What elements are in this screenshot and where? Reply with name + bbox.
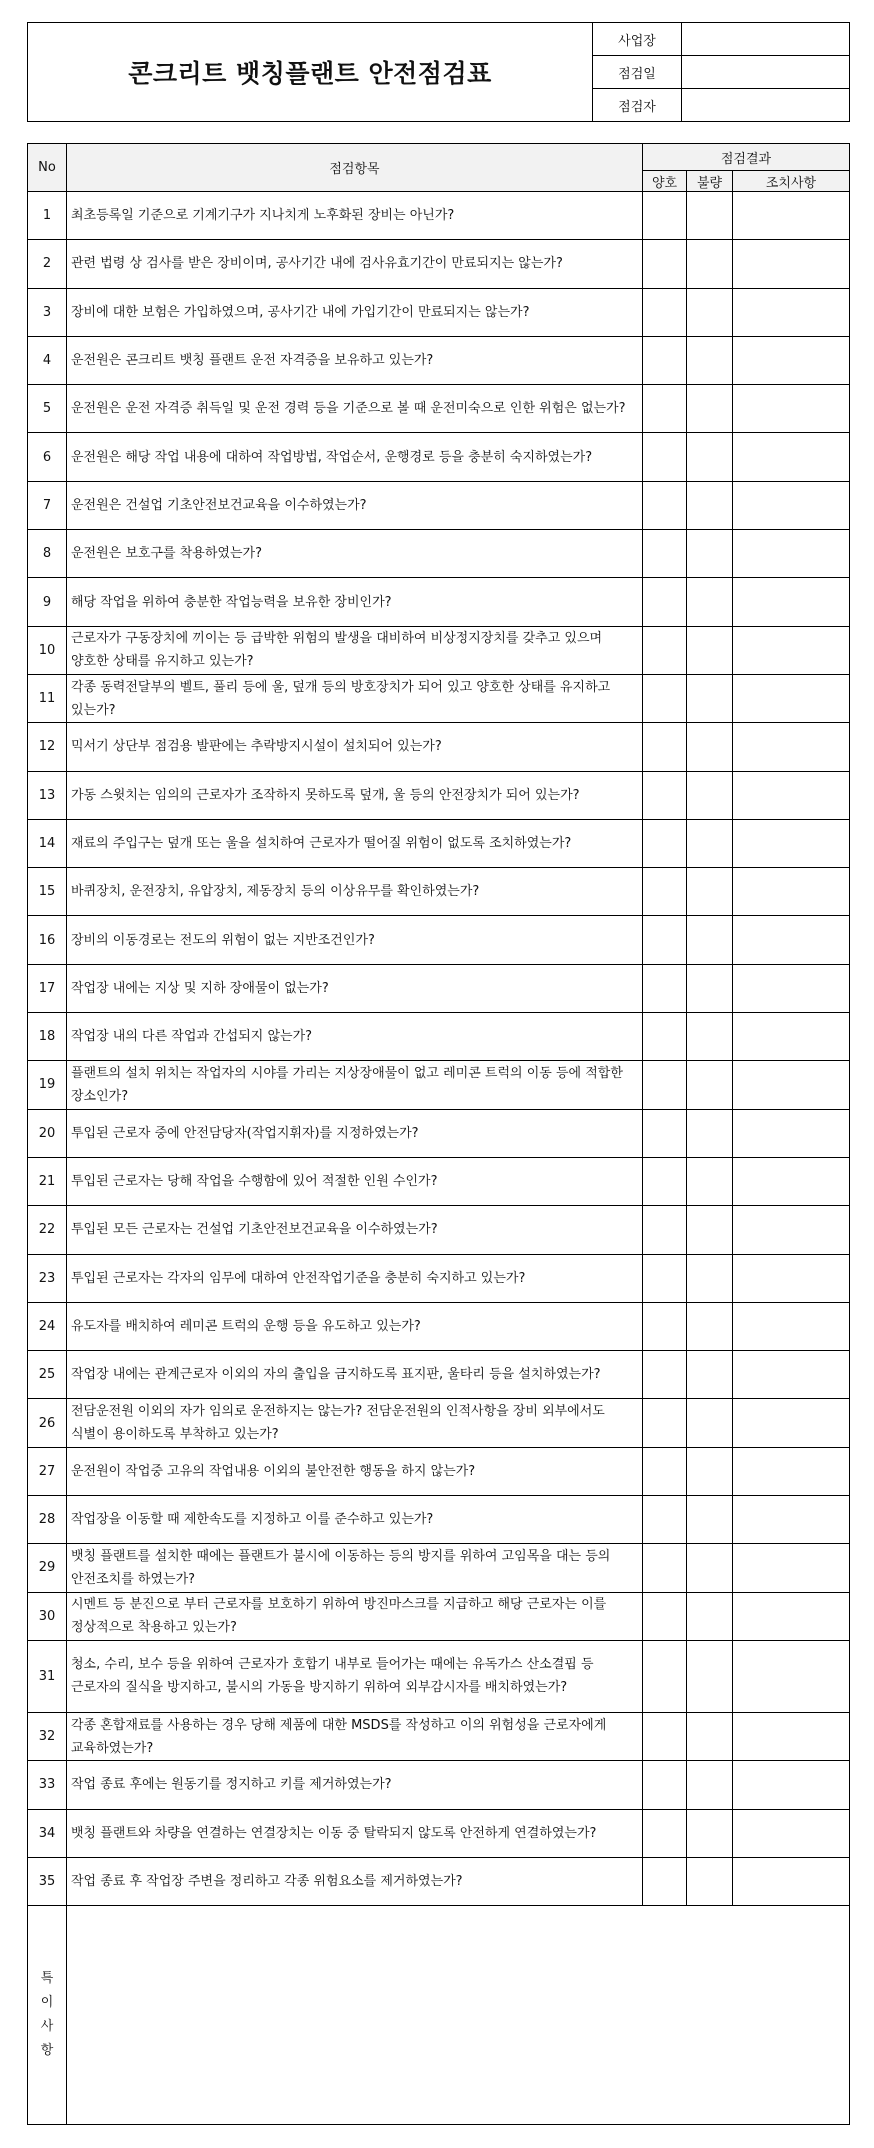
check-item-text: 작업장 내의 다른 작업과 간섭되지 않는가? xyxy=(67,1013,643,1061)
bad-check-cell[interactable] xyxy=(687,1109,733,1157)
row-number: 14 xyxy=(28,819,67,867)
action-note-cell[interactable] xyxy=(733,1399,850,1447)
table-row xyxy=(28,1496,850,1544)
col-header-bad: 불량 xyxy=(687,171,733,192)
good-check-cell[interactable] xyxy=(643,1157,687,1205)
row-number: 34 xyxy=(28,1809,67,1857)
row-number: 6 xyxy=(28,433,67,481)
good-check-cell[interactable] xyxy=(643,336,687,384)
row-number: 13 xyxy=(28,771,67,819)
action-note-cell[interactable] xyxy=(733,1496,850,1544)
action-note-cell[interactable] xyxy=(733,1109,850,1157)
bad-check-cell[interactable] xyxy=(687,674,733,722)
good-check-cell[interactable] xyxy=(643,1254,687,1302)
action-note-cell[interactable] xyxy=(733,1013,850,1061)
row-number: 4 xyxy=(28,336,67,384)
row-number: 9 xyxy=(28,578,67,626)
table-row xyxy=(28,1809,850,1857)
bad-check-cell[interactable] xyxy=(687,288,733,336)
row-number: 25 xyxy=(28,1351,67,1399)
table-row xyxy=(28,336,850,384)
table-row xyxy=(28,771,850,819)
good-check-cell[interactable] xyxy=(643,1712,687,1760)
col-header-no: No xyxy=(28,144,67,192)
row-number: 5 xyxy=(28,385,67,433)
page-title: 콘크리트 뱃칭플랜트 안전점검표 xyxy=(28,23,593,122)
action-note-cell[interactable] xyxy=(733,385,850,433)
check-item-text: 청소, 수리, 보수 등을 위하여 근로자가 호합기 내부로 들어가는 때에는 유독가스 산소결핍 등 근로자의 질식을 방지하고, 불시의 가동을 방지하기 위하여 외부감시자를 배치하였는가? xyxy=(67,1640,643,1712)
good-check-cell[interactable] xyxy=(643,1302,687,1350)
row-number: 35 xyxy=(28,1857,67,1905)
table-row xyxy=(28,1712,850,1760)
row-number: 30 xyxy=(28,1592,67,1640)
row-number: 15 xyxy=(28,868,67,916)
action-note-cell[interactable] xyxy=(733,626,850,674)
col-header-result: 점검결과 xyxy=(643,144,850,171)
remarks-label-char: 이 xyxy=(40,1995,54,2011)
action-note-cell[interactable] xyxy=(733,1761,850,1809)
table-row xyxy=(28,1254,850,1302)
good-check-cell[interactable] xyxy=(643,1399,687,1447)
good-check-cell[interactable] xyxy=(643,723,687,771)
good-check-cell[interactable] xyxy=(643,240,687,288)
row-number: 1 xyxy=(28,192,67,240)
bad-check-cell[interactable] xyxy=(687,1254,733,1302)
good-check-cell[interactable] xyxy=(643,1640,687,1712)
bad-check-cell[interactable] xyxy=(687,1061,733,1109)
bad-check-cell[interactable] xyxy=(687,771,733,819)
workplace-field[interactable] xyxy=(682,23,850,56)
table-row xyxy=(28,240,850,288)
good-check-cell[interactable] xyxy=(643,916,687,964)
check-item-text: 가동 스윗치는 임의의 근로자가 조작하지 못하도록 덮개, 울 등의 안전장치가 되어 있는가? xyxy=(67,771,643,819)
bad-check-cell[interactable] xyxy=(687,1496,733,1544)
header-table xyxy=(27,22,850,122)
action-note-cell[interactable] xyxy=(733,1544,850,1592)
check-item-text: 작업 종료 후에는 원동기를 정지하고 키를 제거하였는가? xyxy=(67,1761,643,1809)
good-check-cell[interactable] xyxy=(643,385,687,433)
row-number: 27 xyxy=(28,1447,67,1495)
inspection-date-field[interactable] xyxy=(682,56,850,89)
table-row xyxy=(28,916,850,964)
row-number: 8 xyxy=(28,530,67,578)
bad-check-cell[interactable] xyxy=(687,1712,733,1760)
good-check-cell[interactable] xyxy=(643,1761,687,1809)
check-item-text: 투입된 근로자 중에 안전담당자(작업지휘자)를 지정하였는가? xyxy=(67,1109,643,1157)
table-row xyxy=(28,964,850,1012)
row-number: 20 xyxy=(28,1109,67,1157)
row-number: 16 xyxy=(28,916,67,964)
good-check-cell[interactable] xyxy=(643,868,687,916)
table-row xyxy=(28,1157,850,1205)
good-check-cell[interactable] xyxy=(643,1857,687,1905)
bad-check-cell[interactable] xyxy=(687,481,733,529)
table-row xyxy=(28,1013,850,1061)
good-check-cell[interactable] xyxy=(643,819,687,867)
check-item-text: 뱃칭 플랜트와 차량을 연결하는 연결장치는 이동 중 탈락되지 않도록 안전하게 연결하였는가? xyxy=(67,1809,643,1857)
table-row xyxy=(28,1109,850,1157)
good-check-cell[interactable] xyxy=(643,578,687,626)
row-number: 31 xyxy=(28,1640,67,1712)
check-item-text: 시멘트 등 분진으로 부터 근로자를 보호하기 위하여 방진마스크를 지급하고 해당 근로자는 이를 정상적으로 착용하고 있는가? xyxy=(67,1592,643,1640)
table-row xyxy=(28,481,850,529)
inspection-date-label: 점검일 xyxy=(593,56,682,89)
good-check-cell[interactable] xyxy=(643,1447,687,1495)
col-header-good: 양호 xyxy=(643,171,687,192)
good-check-cell[interactable] xyxy=(643,1809,687,1857)
action-note-cell[interactable] xyxy=(733,1302,850,1350)
bad-check-cell[interactable] xyxy=(687,1544,733,1592)
table-row xyxy=(28,578,850,626)
table-row xyxy=(28,288,850,336)
checklist-table xyxy=(27,143,850,2125)
check-item-text: 각종 혼합재료를 사용하는 경우 당해 제품에 대한 MSDS를 작성하고 이의 위험성을 근로자에게 교육하였는가? xyxy=(67,1712,643,1760)
action-note-cell[interactable] xyxy=(733,1447,850,1495)
check-item-text: 작업 종료 후 작업장 주변을 정리하고 각종 위험요소를 제거하였는가? xyxy=(67,1857,643,1905)
good-check-cell[interactable] xyxy=(643,626,687,674)
table-row xyxy=(28,626,850,674)
row-number: 26 xyxy=(28,1399,67,1447)
good-check-cell[interactable] xyxy=(643,288,687,336)
bad-check-cell[interactable] xyxy=(687,626,733,674)
table-row xyxy=(28,1592,850,1640)
table-row xyxy=(28,1857,850,1905)
check-item-text: 운전원이 작업중 고유의 작업내용 이외의 불안전한 행동을 하지 않는가? xyxy=(67,1447,643,1495)
action-note-cell[interactable] xyxy=(733,1809,850,1857)
table-row xyxy=(28,723,850,771)
check-item-text: 장비에 대한 보험은 가입하였으며, 공사기간 내에 가입기간이 만료되지는 않는가? xyxy=(67,288,643,336)
action-note-cell[interactable] xyxy=(733,288,850,336)
remarks-label xyxy=(28,1906,67,2125)
bad-check-cell[interactable] xyxy=(687,1809,733,1857)
inspector-label: 점검자 xyxy=(593,89,682,122)
check-item-text: 장비의 이동경로는 전도의 위험이 없는 지반조건인가? xyxy=(67,916,643,964)
table-row xyxy=(28,385,850,433)
remarks-label-char: 사 xyxy=(40,2019,54,2035)
table-row xyxy=(28,1206,850,1254)
action-note-cell[interactable] xyxy=(733,1712,850,1760)
good-check-cell[interactable] xyxy=(643,1206,687,1254)
row-number: 7 xyxy=(28,481,67,529)
row-number: 33 xyxy=(28,1761,67,1809)
action-note-cell[interactable] xyxy=(733,1857,850,1905)
checklist-rows xyxy=(28,192,850,1906)
good-check-cell[interactable] xyxy=(643,433,687,481)
action-note-cell[interactable] xyxy=(733,578,850,626)
table-row xyxy=(28,1640,850,1712)
action-note-cell[interactable] xyxy=(733,1351,850,1399)
table-row xyxy=(28,1351,850,1399)
bad-check-cell[interactable] xyxy=(687,868,733,916)
good-check-cell[interactable] xyxy=(643,192,687,240)
table-row xyxy=(28,1447,850,1495)
check-item-text: 운전원은 해당 작업 내용에 대하여 작업방법, 작업순서, 운행경로 등을 충분히 숙지하였는가? xyxy=(67,433,643,481)
bad-check-cell[interactable] xyxy=(687,1399,733,1447)
action-note-cell[interactable] xyxy=(733,1157,850,1205)
bad-check-cell[interactable] xyxy=(687,1857,733,1905)
row-number: 2 xyxy=(28,240,67,288)
action-note-cell[interactable] xyxy=(733,868,850,916)
table-row xyxy=(28,192,850,240)
col-header-action: 조치사항 xyxy=(733,171,850,192)
action-note-cell[interactable] xyxy=(733,192,850,240)
check-item-text: 최초등록일 기준으로 기계기구가 지나치게 노후화된 장비는 아닌가? xyxy=(67,192,643,240)
check-item-text: 각종 동력전달부의 벨트, 풀리 등에 울, 덮개 등의 방호장치가 되어 있고 양호한 상태를 유지하고 있는가? xyxy=(67,674,643,722)
action-note-cell[interactable] xyxy=(733,1254,850,1302)
check-item-text: 작업장을 이동할 때 제한속도를 지정하고 이를 준수하고 있는가? xyxy=(67,1496,643,1544)
row-number: 32 xyxy=(28,1712,67,1760)
action-note-cell[interactable] xyxy=(733,336,850,384)
good-check-cell[interactable] xyxy=(643,1592,687,1640)
bad-check-cell[interactable] xyxy=(687,192,733,240)
good-check-cell[interactable] xyxy=(643,1109,687,1157)
check-item-text: 운전원은 보호구를 착용하였는가? xyxy=(67,530,643,578)
bad-check-cell[interactable] xyxy=(687,916,733,964)
check-item-text: 플랜트의 설치 위치는 작업자의 시야를 가리는 지상장애물이 없고 레미콘 트럭의 이동 등에 적합한 장소인가? xyxy=(67,1061,643,1109)
row-number: 23 xyxy=(28,1254,67,1302)
remarks-label-char: 항 xyxy=(40,2043,54,2059)
bad-check-cell[interactable] xyxy=(687,1157,733,1205)
action-note-cell[interactable] xyxy=(733,481,850,529)
action-note-cell[interactable] xyxy=(733,1592,850,1640)
good-check-cell[interactable] xyxy=(643,771,687,819)
bad-check-cell[interactable] xyxy=(687,1447,733,1495)
row-number: 24 xyxy=(28,1302,67,1350)
action-note-cell[interactable] xyxy=(733,819,850,867)
bad-check-cell[interactable] xyxy=(687,723,733,771)
check-item-text: 운전원은 운전 자격증 취득일 및 운전 경력 등을 기준으로 볼 때 운전미숙으로 인한 위험은 없는가? xyxy=(67,385,643,433)
check-item-text: 작업장 내에는 지상 및 지하 장애물이 없는가? xyxy=(67,964,643,1012)
row-number: 29 xyxy=(28,1544,67,1592)
bad-check-cell[interactable] xyxy=(687,1013,733,1061)
check-item-text: 운전원은 건설업 기초안전보건교육을 이수하였는가? xyxy=(67,481,643,529)
check-item-text: 전담운전원 이외의 자가 임의로 운전하지는 않는가? 전담운전원의 인적사항을 장비 외부에서도 식별이 용이하도록 부착하고 있는가? xyxy=(67,1399,643,1447)
bad-check-cell[interactable] xyxy=(687,819,733,867)
row-number: 17 xyxy=(28,964,67,1012)
check-item-text: 관련 법령 상 검사를 받은 장비이며, 공사기간 내에 검사유효기간이 만료되지는 않는가? xyxy=(67,240,643,288)
bad-check-cell[interactable] xyxy=(687,1302,733,1350)
table-row xyxy=(28,1544,850,1592)
bad-check-cell[interactable] xyxy=(687,964,733,1012)
action-note-cell[interactable] xyxy=(733,1640,850,1712)
action-note-cell[interactable] xyxy=(733,964,850,1012)
table-row xyxy=(28,1061,850,1109)
row-number: 18 xyxy=(28,1013,67,1061)
check-item-text: 근로자가 구동장치에 끼이는 등 급박한 위험의 발생을 대비하여 비상정지장치를 갖추고 있으며 양호한 상태를 유지하고 있는가? xyxy=(67,626,643,674)
row-number: 22 xyxy=(28,1206,67,1254)
row-number: 19 xyxy=(28,1061,67,1109)
check-item-text: 운전원은 콘크리트 뱃칭 플랜트 운전 자격증을 보유하고 있는가? xyxy=(67,336,643,384)
bad-check-cell[interactable] xyxy=(687,578,733,626)
check-item-text: 투입된 근로자는 각자의 임무에 대하여 안전작업기준을 충분히 숙지하고 있는가? xyxy=(67,1254,643,1302)
check-item-text: 작업장 내에는 관계근로자 이외의 자의 출입을 금지하도록 표지판, 울타리 등을 설치하였는가? xyxy=(67,1351,643,1399)
row-number: 3 xyxy=(28,288,67,336)
good-check-cell[interactable] xyxy=(643,1013,687,1061)
row-number: 21 xyxy=(28,1157,67,1205)
good-check-cell[interactable] xyxy=(643,481,687,529)
bad-check-cell[interactable] xyxy=(687,1592,733,1640)
inspector-field[interactable] xyxy=(682,89,850,122)
check-item-text: 해당 작업을 위하여 충분한 작업능력을 보유한 장비인가? xyxy=(67,578,643,626)
action-note-cell[interactable] xyxy=(733,240,850,288)
table-row xyxy=(28,1761,850,1809)
bad-check-cell[interactable] xyxy=(687,240,733,288)
action-note-cell[interactable] xyxy=(733,1061,850,1109)
row-number: 10 xyxy=(28,626,67,674)
action-note-cell[interactable] xyxy=(733,674,850,722)
action-note-cell[interactable] xyxy=(733,723,850,771)
bad-check-cell[interactable] xyxy=(687,433,733,481)
good-check-cell[interactable] xyxy=(643,1351,687,1399)
remarks-field[interactable] xyxy=(67,1906,850,2125)
action-note-cell[interactable] xyxy=(733,530,850,578)
workplace-label: 사업장 xyxy=(593,23,682,56)
bad-check-cell[interactable] xyxy=(687,1761,733,1809)
good-check-cell[interactable] xyxy=(643,530,687,578)
action-note-cell[interactable] xyxy=(733,1206,850,1254)
action-note-cell[interactable] xyxy=(733,916,850,964)
row-number: 28 xyxy=(28,1496,67,1544)
check-item-text: 바퀴장치, 운전장치, 유압장치, 제동장치 등의 이상유무를 확인하였는가? xyxy=(67,868,643,916)
row-number: 12 xyxy=(28,723,67,771)
check-item-text: 뱃칭 플랜트를 설치한 때에는 플랜트가 불시에 이동하는 등의 방지를 위하여 고임목을 대는 등의 안전조치를 하였는가? xyxy=(67,1544,643,1592)
bad-check-cell[interactable] xyxy=(687,1206,733,1254)
table-row xyxy=(28,868,850,916)
check-item-text: 투입된 근로자는 당해 작업을 수행함에 있어 적절한 인원 수인가? xyxy=(67,1157,643,1205)
bad-check-cell[interactable] xyxy=(687,336,733,384)
bad-check-cell[interactable] xyxy=(687,1351,733,1399)
table-row xyxy=(28,530,850,578)
table-row xyxy=(28,819,850,867)
row-number: 11 xyxy=(28,674,67,722)
table-row xyxy=(28,674,850,722)
check-item-text: 유도자를 배치하여 레미콘 트럭의 운행 등을 유도하고 있는가? xyxy=(67,1302,643,1350)
col-header-item: 점검항목 xyxy=(67,144,643,192)
table-row xyxy=(28,1302,850,1350)
good-check-cell[interactable] xyxy=(643,1496,687,1544)
good-check-cell[interactable] xyxy=(643,1544,687,1592)
bad-check-cell[interactable] xyxy=(687,385,733,433)
bad-check-cell[interactable] xyxy=(687,1640,733,1712)
check-item-text: 투입된 모든 근로자는 건설업 기초안전보건교육을 이수하였는가? xyxy=(67,1206,643,1254)
table-row xyxy=(28,1399,850,1447)
action-note-cell[interactable] xyxy=(733,771,850,819)
remarks-label-char: 특 xyxy=(40,1971,54,1987)
good-check-cell[interactable] xyxy=(643,1061,687,1109)
check-item-text: 믹서기 상단부 점검용 발판에는 추락방지시설이 설치되어 있는가? xyxy=(67,723,643,771)
good-check-cell[interactable] xyxy=(643,964,687,1012)
bad-check-cell[interactable] xyxy=(687,530,733,578)
table-row xyxy=(28,433,850,481)
action-note-cell[interactable] xyxy=(733,433,850,481)
check-item-text: 재료의 주입구는 덮개 또는 울을 설치하여 근로자가 떨어질 위험이 없도록 조치하였는가? xyxy=(67,819,643,867)
good-check-cell[interactable] xyxy=(643,674,687,722)
